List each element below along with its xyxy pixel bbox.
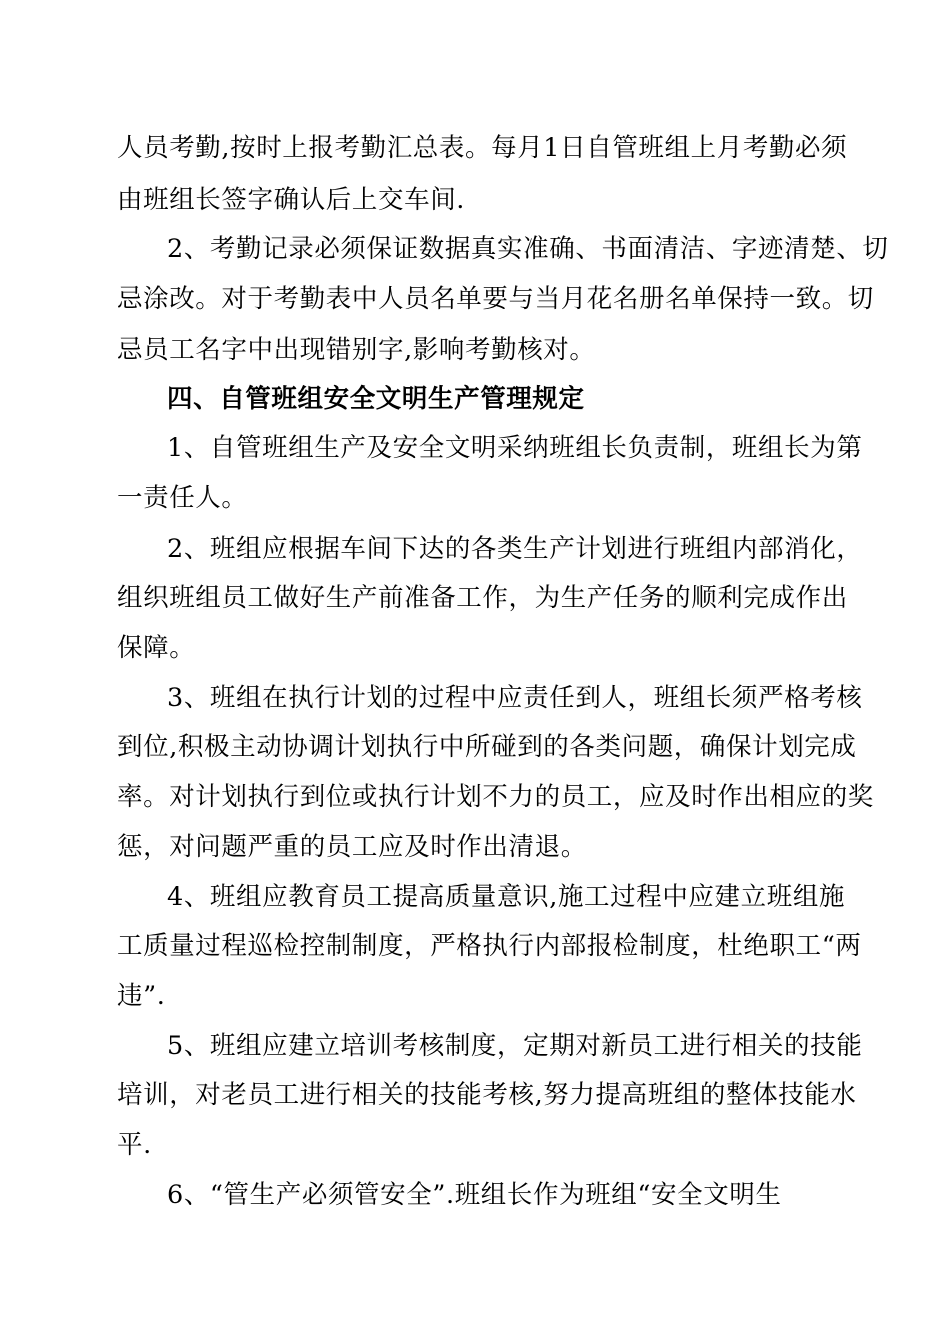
paragraph-line: 4、班组应教育员工提高质量意识,施工过程中应建立班组施 bbox=[167, 882, 846, 912]
paragraph-line: 平. bbox=[117, 1130, 152, 1160]
paragraph-line: 忌员工名字中出现错别字,影响考勤核对。 bbox=[117, 335, 596, 365]
paragraph-line: 人员考勤,按时上报考勤汇总表。每月1日自管班组上月考勤必须 bbox=[117, 133, 848, 163]
paragraph-line: 一责任人。 bbox=[117, 483, 248, 513]
paragraph-line: 忌涂改。对于考勤表中人员名单要与当月花名册名单保持一致。切 bbox=[117, 284, 874, 314]
paragraph-line: 违”. bbox=[117, 981, 166, 1011]
paragraph-line: 培训，对老员工进行相关的技能考核,努力提高班组的整体技能水 bbox=[117, 1080, 857, 1110]
paragraph-line: 率。对计划执行到位或执行计划不力的员工，应及时作出相应的奖 bbox=[117, 782, 874, 812]
paragraph-line: 由班组长签字确认后上交车间. bbox=[117, 185, 466, 215]
paragraph-line: 到位,积极主动协调计划执行中所碰到的各类问题，确保计划完成 bbox=[117, 732, 857, 762]
paragraph-line: 组织班组员工做好生产前准备工作，为生产任务的顺利完成作出 bbox=[117, 583, 848, 613]
paragraph-line: 5、班组应建立培训考核制度，定期对新员工进行相关的技能 bbox=[167, 1031, 863, 1061]
paragraph-line: 6、“管生产必须管安全”.班组长作为班组“安全文明生 bbox=[167, 1180, 782, 1210]
paragraph-line: 3、班组在执行计划的过程中应责任到人，班组长须严格考核 bbox=[167, 683, 863, 713]
paragraph-line: 2、班组应根据车间下达的各类生产计划进行班组内部消化， bbox=[167, 534, 863, 564]
paragraph-line: 1、自管班组生产及安全文明采纳班组长负责制，班组长为第 bbox=[167, 433, 863, 463]
paragraph-line: 2、考勤记录必须保证数据真实准确、书面清洁、字迹清楚、切 bbox=[167, 234, 889, 264]
section-heading: 四、自管班组安全文明生产管理规定 bbox=[167, 384, 585, 414]
paragraph-line: 惩，对问题严重的员工应及时作出清退。 bbox=[117, 832, 587, 862]
paragraph-line: 保障。 bbox=[117, 633, 196, 663]
paragraph-line: 工质量过程巡检控制制度，严格执行内部报检制度，杜绝职工“两 bbox=[117, 931, 862, 961]
